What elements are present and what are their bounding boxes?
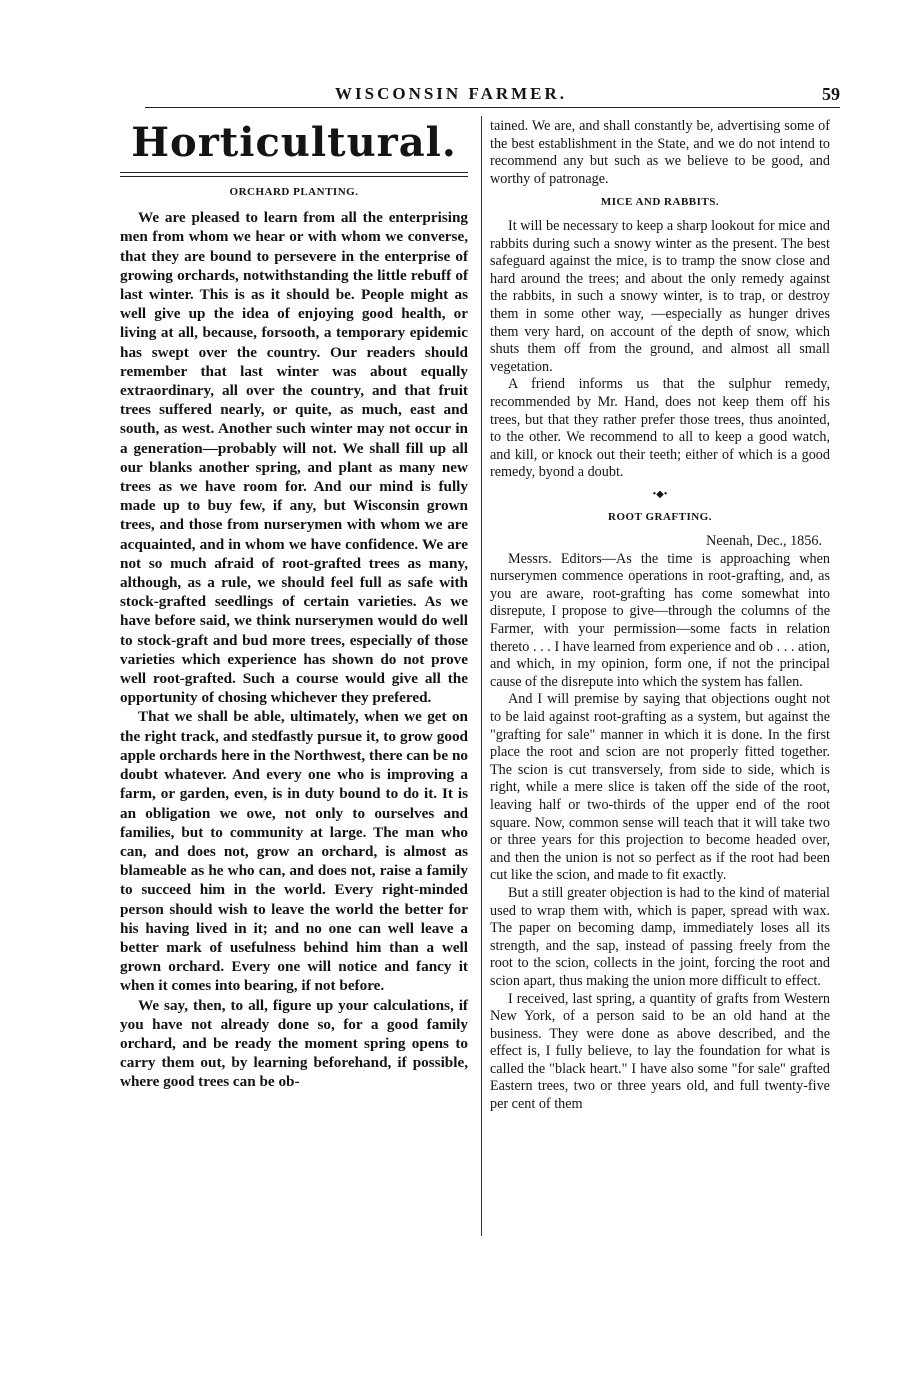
paragraph: I received, last spring, a quantity of grafts from Western New York, of a person said to be an old hand at the business. They were done as above described, and the effect is, I fully believe, to lay the foundation for what is called the "black heart." I have also some "for sale" grafted Eastern trees, two or three years old, and full twenty-five per cent of them: [490, 990, 830, 1113]
section-rule: [120, 172, 468, 177]
article-heading-mice-and-rabbits: MICE AND RABBITS.: [600, 196, 720, 209]
paragraph: We are pleased to learn from all the enterprising men from whom we hear or with whom we converse, that they are bound to persevere in the enterprise of growing orchards, notwithstanding the little rebuff of last winter. This is as it should be. People might as well give up the idea of enjoying good health, or living at all, because, forsooth, a temporary epidemic has swept over the country. Our readers should remember that last winter was about equally extraordinary, all over the country, and that fruit trees suffered nearly, or quite, as much, east and south, as west. Another such winter may not occur in a generation—probably will not. We shall fill up all our blanks another spring, and plant as many new trees as we have room for. And our mind is fully made up to buy few, if any, but Wisconsin grown trees, and those from nurserymen with whom we are acquainted, and in whom we have confidence. We are not so much afraid of root-grafted trees as many, although, as a rule, we should feel full as safe with stock-grafted seedlings of certain varieties. As we have before said, we think nurserymen would do well to stock-graft and bud more trees, especially of those varieties which experience has shown do not prove well root-grafted. Such a course would give all the opportunity of chosing whichever they prefered.: [120, 209, 468, 707]
paragraph: And I will premise by saying that objections ought not to be laid against root-grafting as a system, but against the "grafting for sale" manner in which it is done. In the first place the root and scion are not properly fitted together. The scion is cut transversely, from side to side, which is right, while a mere slice is taken off the side of the root, leaving half or two-thirds of the upper end of the root square. Now, common sense will teach that it will take two or three years for this projection to become headed over, and then the union is not so perfect as if the root had been cut like the scion, and made to fit exactly.: [490, 691, 830, 884]
running-title: WISCONSIN FARMER.: [335, 84, 568, 103]
dateline: [490, 533, 822, 551]
section-title: Horticultural.: [131, 119, 457, 166]
paragraph: A friend informs us that the sulphur remedy, recommended by Mr. Hand, does not keep them off his trees, but that they rather prefer those trees, thus anointed, to the other. We recommend to all to keep a good watch, and kill, or knock out their teeth; either of which is a good remedy, byond a doubt.: [490, 376, 830, 481]
page-number: 59: [822, 84, 840, 104]
paragraph: We say, then, to all, figure up your calculations, if you have not already done so, for a good family orchard, and be ready the moment spring opens to carry them out, by learning beforehand, if possible, where good trees can be ob-: [120, 996, 468, 1091]
paragraph-continuation: tained. We are, and shall constantly be, advertising some of the best establishment in the State, and we do not intend to recommend any but such as we believe to be good, and worthy of patronage.: [490, 118, 830, 187]
column-divider: [481, 116, 482, 1236]
article-heading-orchard-planting: ORCHARD PLANTING.: [229, 186, 359, 198]
article-heading-root-grafting: ROOT GRAFTING.: [608, 511, 712, 524]
paragraph: But a still greater objection is had to the kind of material used to wrap them with, which is paper, spread with wax. The paper on becoming damp, immediately loses all its strength, and the sap, instead of passing freely from the root to the scion, collects in the joint, forcing the root and scion apart, thus making the union more difficult to effect.: [490, 884, 830, 989]
right-column: [490, 118, 830, 1114]
header-rule: [145, 107, 840, 108]
paragraph: That we shall be able, ultimately, when we get on the right track, and stedfastly pursue it, to grow good apple orchards here in the Northwest, there can be no doubt whatever. And every one who is improving a farm, or garden, even, is in duty bound to do it. It is an obligation we owe, not only to ourselves and families, but to community at large. The man who can, and does not, grow an orchard, is almost as blameable as he who can, and does not, raise a family to succeed him in the world. Every right-minded person should wish to leave the world the better for his having lived in it; and no one can well leave a better mark of usefulness behind him than a well grown orchard. Every one will notice and fancy it when it comes into bearing, if not before.: [120, 708, 468, 995]
page-header: [145, 78, 840, 110]
paragraph: It will be necessary to keep a sharp lookout for mice and rabbits during such a snowy winter as the present. The best safeguard against the mice, is to tramp the snow close and hard around the trees; and about the only remedy against the rabbits, in such a snowy winter, is to trap, or destroy them in some other way, —especially as hunger drives them very hard, on account of the depth of snow, which shuts them off from the ground, and almost all small vegetation.: [490, 217, 830, 375]
dateline-text: Neenah, Dec., 1856.: [706, 533, 822, 550]
left-column: [120, 118, 468, 1092]
paragraph: Messrs. Editors—As the time is approaching when nurserymen commence operations in root-grafting, and, as you are aware, root-grafting has come somewhat into disrepute, I propose to give—through the columns of the Farmer, with your permission—some facts in relation thereto . . . I have learned from experience and ob . . . ation, and which, in my opinion, form one, if not the principal cause of the disrepute into which the system has fallen.: [490, 550, 830, 690]
article-separator: •◆•: [652, 488, 668, 500]
